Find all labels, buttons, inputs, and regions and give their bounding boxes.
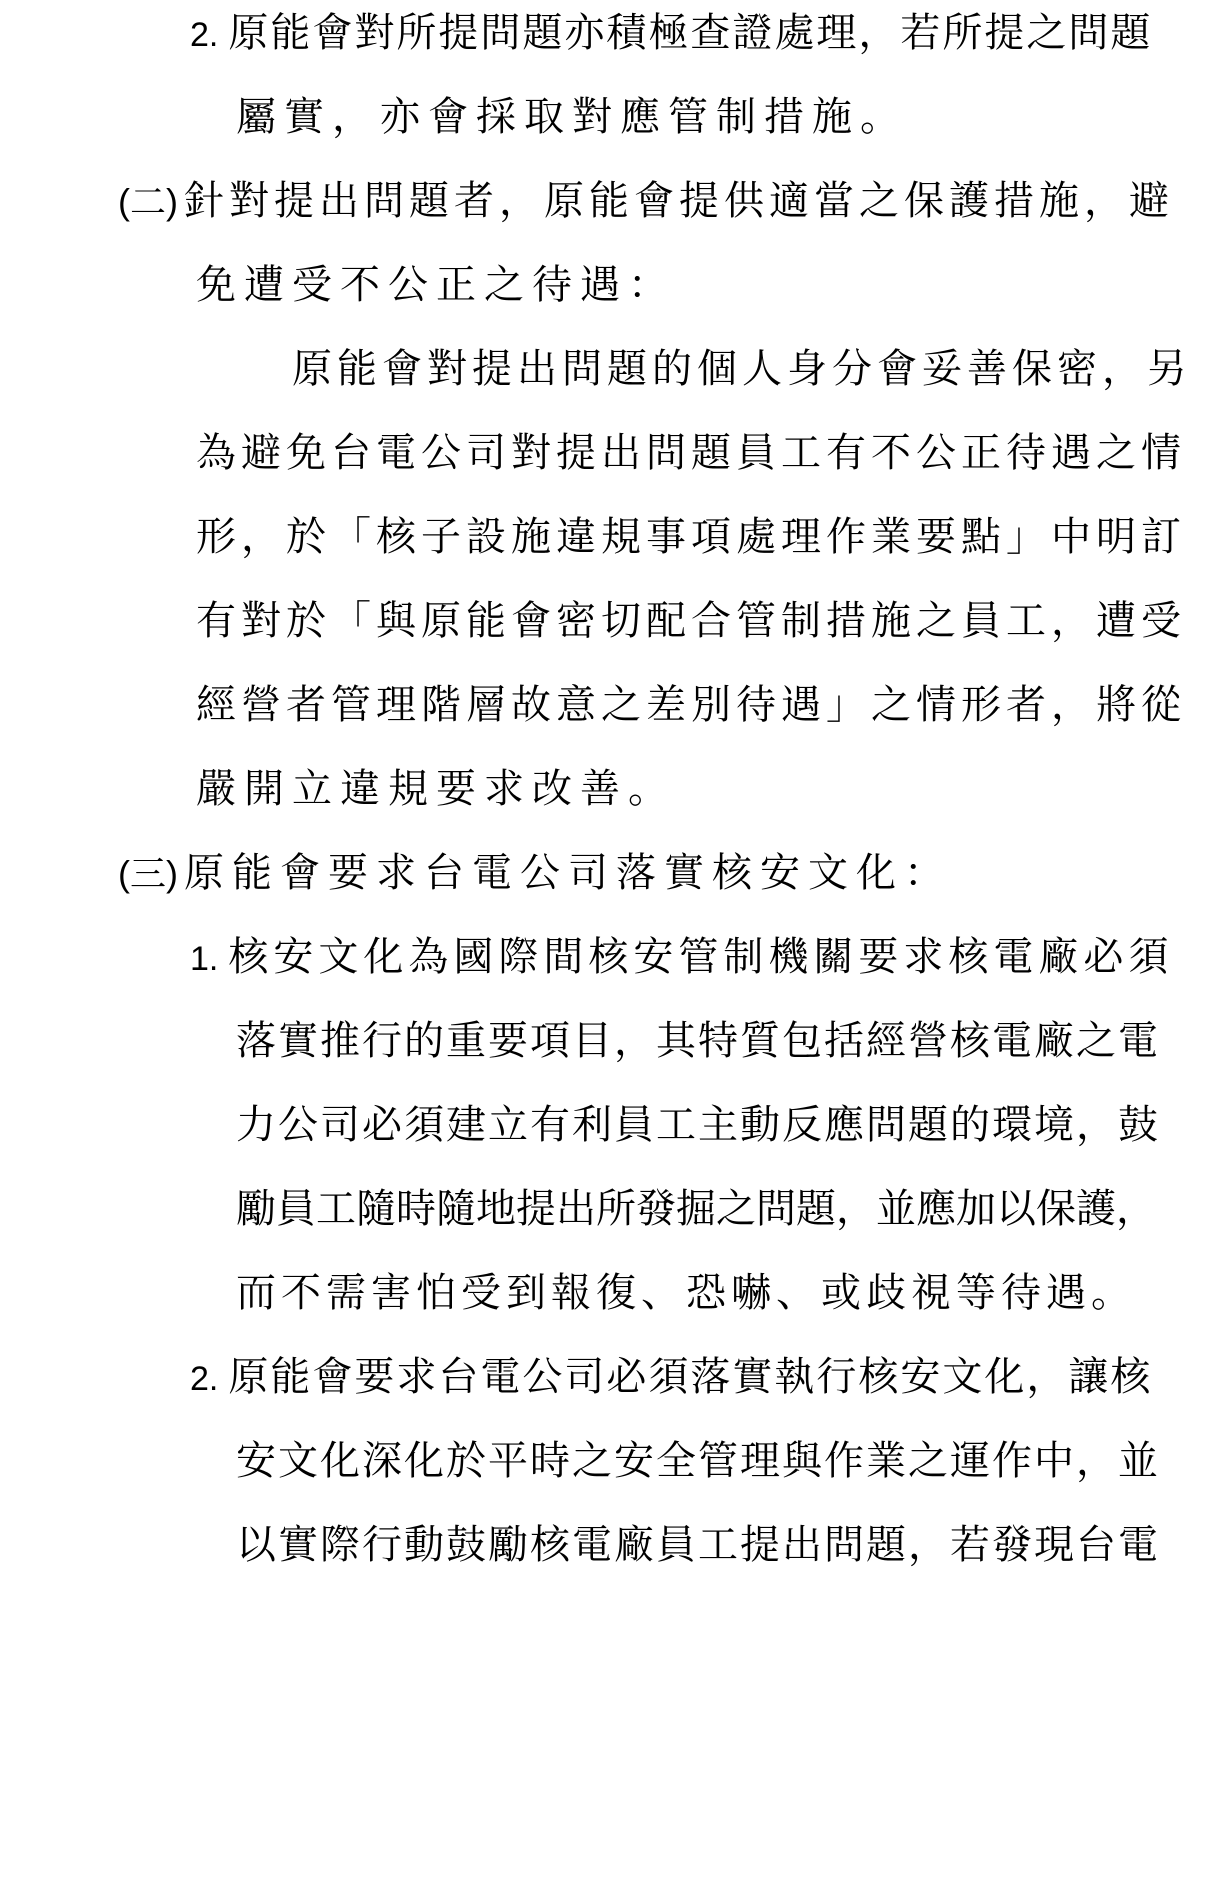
paragraph-line-1: [292, 344, 1192, 394]
list-item-1-line-5: [236, 1268, 1136, 1318]
list-item-1-line-4: [236, 1184, 1156, 1234]
section-number: (二): [118, 181, 178, 222]
text-line: 嚴開立違規要求改善。: [196, 766, 676, 812]
paragraph-line-6: [196, 764, 676, 814]
text-line: 有對於「與原能會密切配合管制措施之員工，遭受: [196, 598, 1186, 644]
paragraph-line-5: [196, 680, 1186, 730]
text-line: 而不需害怕受到報復、恐嚇、或歧視等待遇。: [236, 1270, 1136, 1316]
text-line: 落實推行的重要項目，其特質包括經營核電廠之電: [236, 1018, 1160, 1064]
list-number: 1.: [190, 940, 219, 978]
text-line: 安文化深化於平時之安全管理與作業之運作中，並: [236, 1438, 1160, 1484]
text-line: 原能會對提出問題的個人身分會妥善保密，另: [292, 346, 1192, 392]
text-line: 勵員工隨時隨地提出所發掘之問題，並應加以保護，: [236, 1186, 1156, 1232]
list-item-2b-line-3: [236, 1520, 1160, 1570]
text-line: 核安文化為國際間核安管制機關要求核電廠必須: [228, 934, 1174, 980]
paragraph-line-4: [196, 596, 1186, 646]
list-number: 2.: [190, 16, 219, 54]
section-2-heading-line-1: [118, 176, 1174, 226]
paragraph-line-2: [196, 428, 1186, 478]
list-item-2-line-2: [236, 92, 908, 142]
section-number: (三): [118, 853, 178, 894]
text-line: 以實際行動鼓勵核電廠員工提出問題，若發現台電: [236, 1522, 1160, 1568]
text-line: 力公司必須建立有利員工主動反應問題的環境，鼓: [236, 1102, 1160, 1148]
text-line: 原能會對所提問題亦積極查證處理，若所提之問題: [228, 10, 1153, 56]
list-item-2-line-1: [190, 8, 1152, 58]
list-item-1-line-3: [236, 1100, 1160, 1150]
list-item-1-line-1: [190, 932, 1173, 982]
text-line: 形，於「核子設施違規事項處理作業要點」中明訂: [196, 514, 1186, 560]
section-3-heading: [118, 848, 952, 898]
text-line: 原能會要求台電公司必須落實執行核安文化，讓核: [228, 1354, 1153, 1400]
text-line: 為避免台電公司對提出問題員工有不公正待遇之情: [196, 430, 1186, 476]
list-number: 2.: [190, 1360, 219, 1398]
text-line: 免遭受不公正之待遇：: [196, 262, 676, 308]
list-item-2b-line-2: [236, 1436, 1160, 1486]
list-item-2b-line-1: [190, 1352, 1152, 1402]
list-item-1-line-2: [236, 1016, 1160, 1066]
section-2-heading-line-2: [196, 260, 676, 310]
text-line: 經營者管理階層故意之差別待遇」之情形者，將從: [196, 682, 1186, 728]
text-line: 針對提出問題者，原能會提供適當之保護措施，避: [183, 178, 1174, 224]
text-line: 原能會要求台電公司落實核安文化：: [183, 850, 952, 896]
text-line: 屬實，亦會採取對應管制措施。: [236, 94, 908, 140]
paragraph-line-3: [196, 512, 1186, 562]
